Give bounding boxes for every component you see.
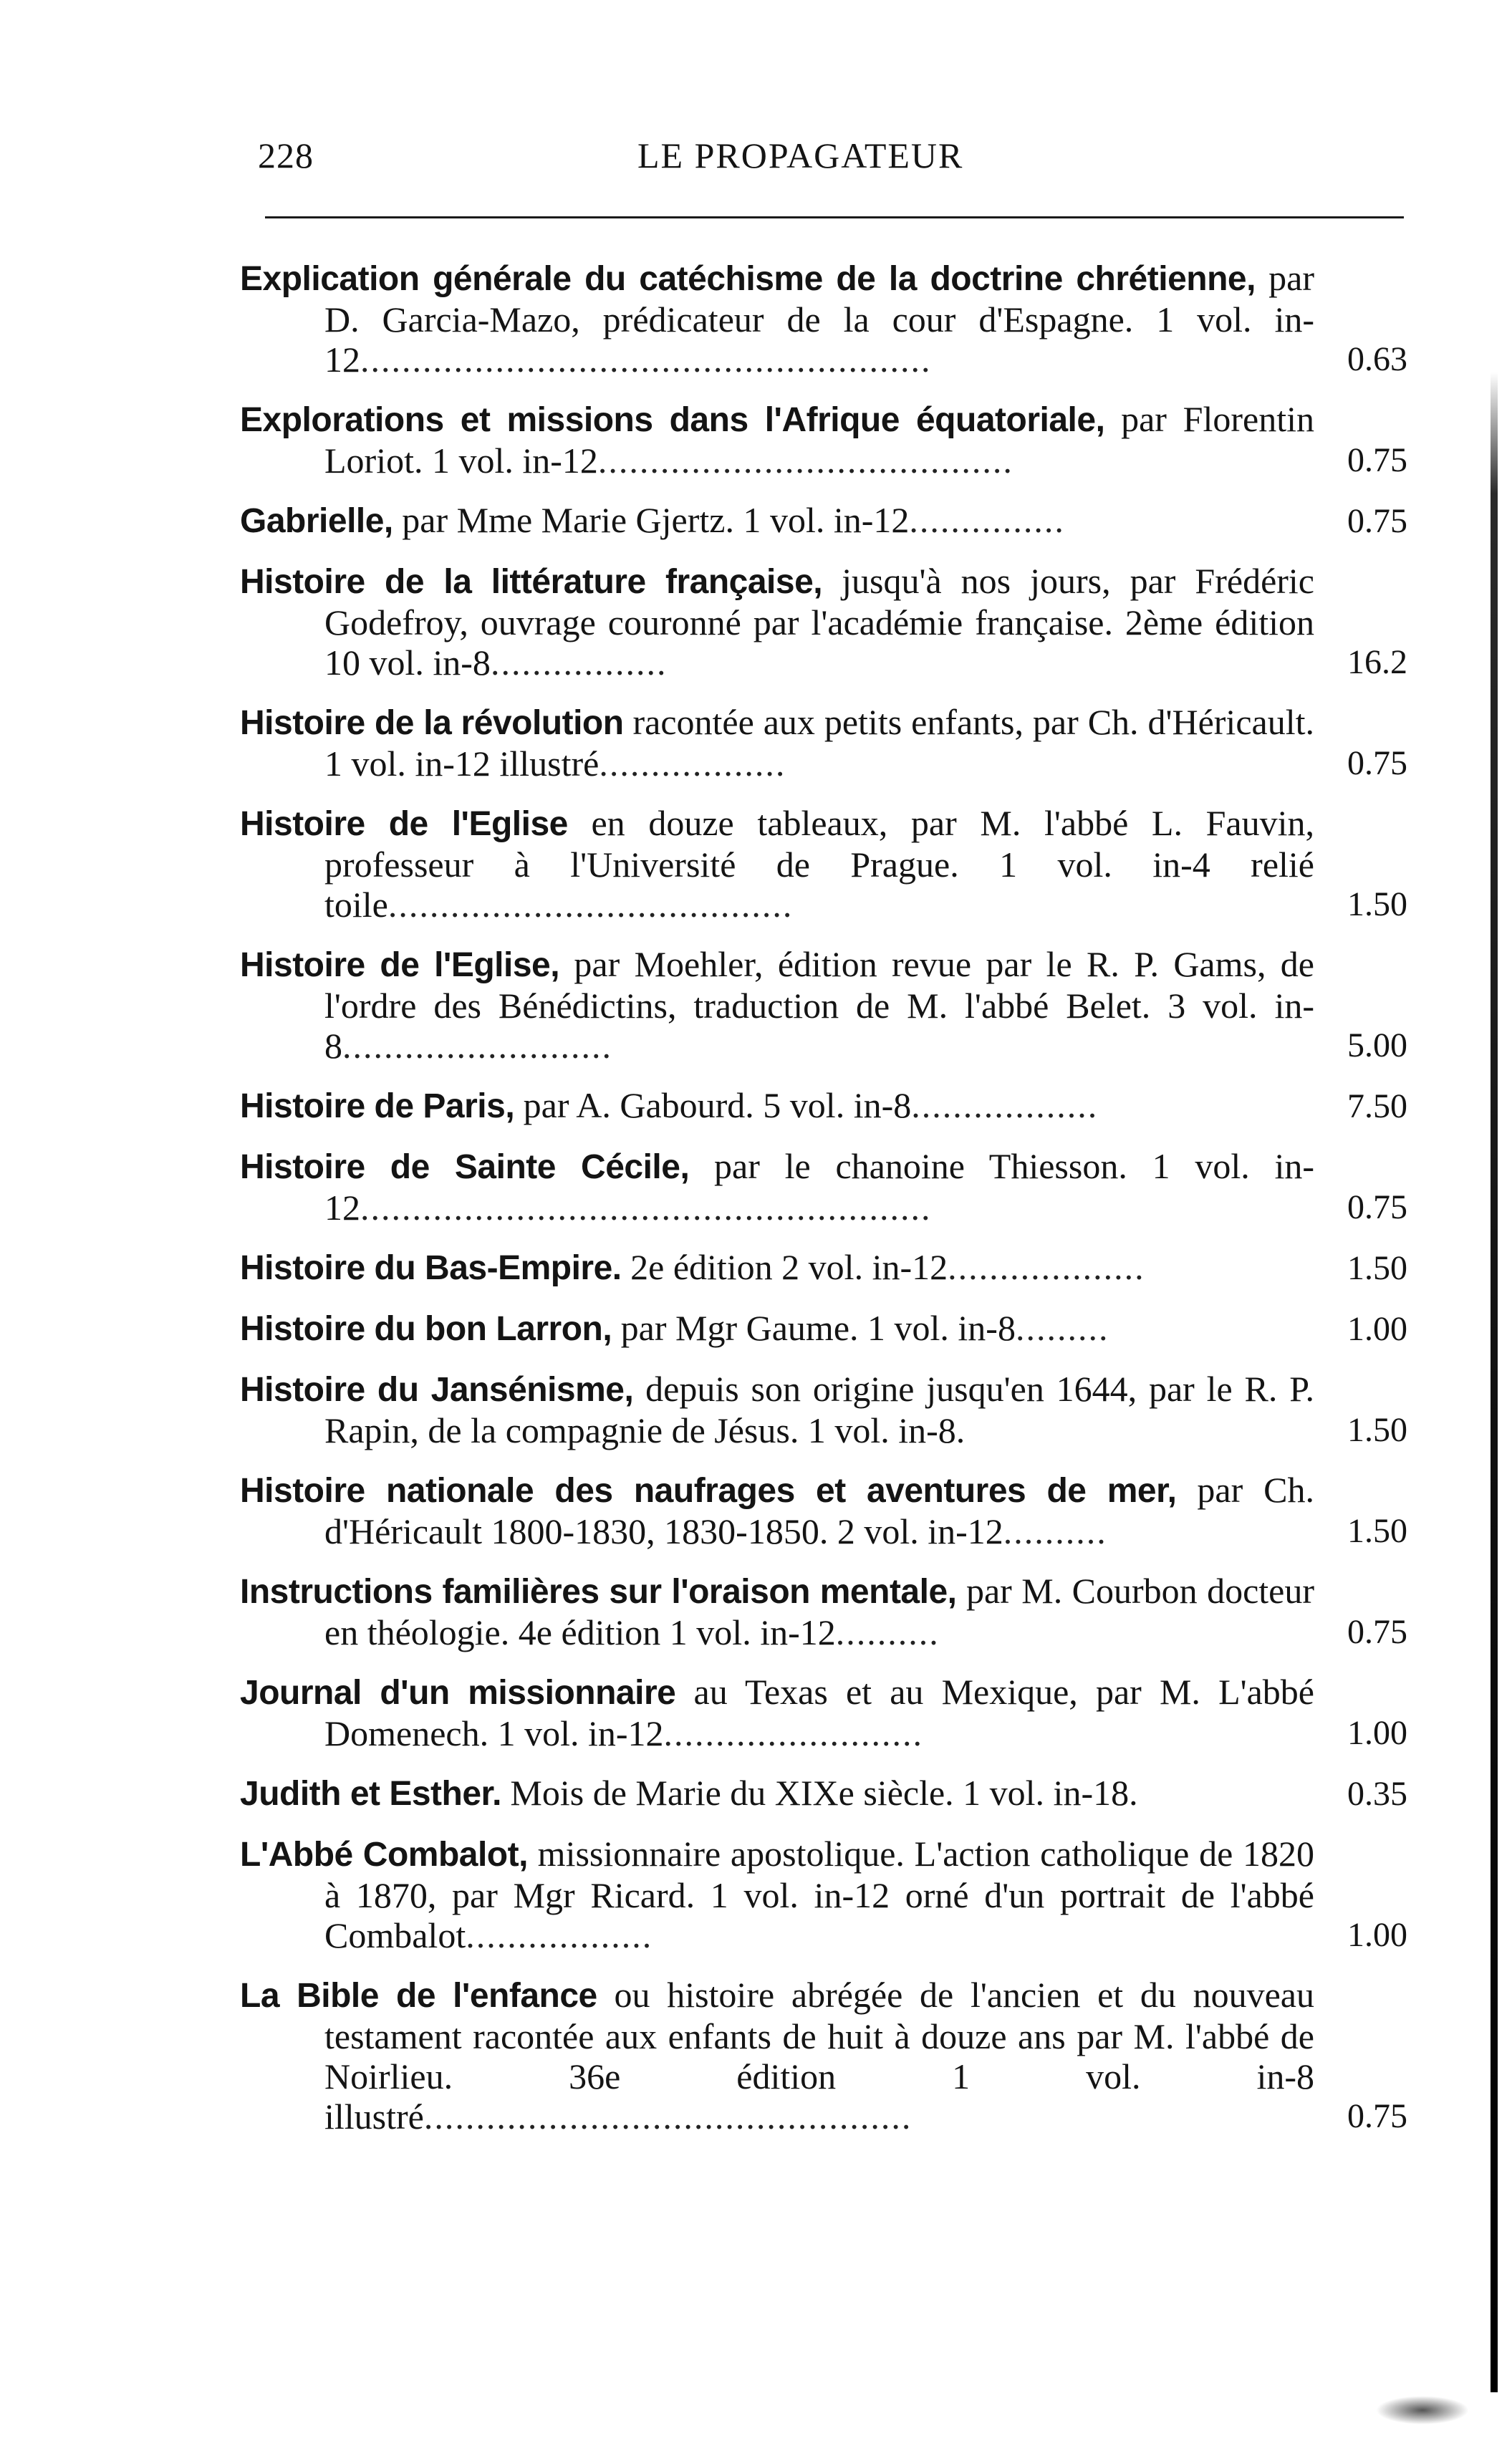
book-title: Histoire du Jansénisme, [240,1371,634,1409]
book-description: par D. Garcia-Mazo, prédicateur de la cour d'Espagne. 1 vol. in-12 [324,258,1315,380]
book-description: missionnaire apostolique. L'action catholique de 1820 à 1870, par Mgr Ricard. 1 vol. in-12 orné d'un portrait de l'abbé Combalot [324,1834,1314,1955]
book-title: Histoire de la littérature française, [240,563,823,601]
catalogue-entry [240,702,1407,784]
book-price: 0.75 [1347,2097,1407,2135]
dot-leader: .......................... [342,1026,612,1066]
book-title: Explorations et missions dans l'Afrique équatoriale, [240,401,1105,439]
dot-leader: ......... [1015,1308,1109,1348]
dot-leader: ............... [909,500,1065,540]
book-title: Histoire nationale des naufrages et aventures de mer, [240,1472,1177,1510]
catalogue-entry [240,561,1407,683]
entry-text [240,1975,1314,2137]
dot-leader: ....................................... [387,885,794,925]
book-price: 0.75 [1347,502,1407,540]
book-description: Mois de Marie du XIXe siècle. 1 vol. in-18. [501,1773,1138,1813]
catalogue-entry [240,1672,1407,1753]
dot-leader: ........................................ [597,440,1013,481]
page-number: 228 [258,135,314,175]
book-price: 1.50 [1347,1411,1407,1449]
catalogue-entry [240,1247,1407,1289]
dot-leader: ................... [948,1247,1145,1287]
page-edge-shadow [1491,372,1498,2392]
catalogue-entry [240,1369,1407,1450]
book-title: La Bible de l'enfance [240,1977,597,2015]
entry-text [240,1470,1314,1551]
book-price: 1.00 [1347,1916,1407,1954]
book-price: 7.50 [1347,1087,1407,1125]
book-title: Histoire du Bas-Empire. [240,1249,622,1287]
book-title: Instructions familières sur l'oraison mentale, [240,1573,957,1611]
entry-text [240,1571,1314,1652]
running-header [258,135,1397,185]
book-price: 0.63 [1347,340,1407,378]
catalogue-entry [240,1085,1407,1127]
catalogue-entry [240,258,1407,380]
entry-text [240,1834,1314,1955]
entry-text [240,944,1314,1066]
book-title: Judith et Esther. [240,1775,501,1813]
book-title: Explication générale du catéchisme de la doctrine chrétienne, [240,260,1256,298]
dot-leader: .................. [911,1085,1099,1125]
catalogue-entry [240,1975,1407,2137]
catalogue-entry [240,1470,1407,1551]
book-description: par Florentin Loriot. 1 vol. in-12 [324,399,1314,481]
entry-text [240,702,1314,784]
catalogue-entry [240,1146,1407,1228]
catalogue-entry [240,1571,1407,1652]
book-title: L'Abbé Combalot, [240,1836,528,1874]
entry-text [240,399,1314,481]
book-price: 16.2 [1347,643,1407,681]
book-price: 5.00 [1347,1026,1407,1064]
catalogue-entry [240,500,1407,541]
entry-text [240,1308,1314,1349]
entry-text [240,1146,1314,1228]
book-title: Histoire de Paris, [240,1087,515,1125]
entry-text [240,1672,1314,1753]
catalogue-entry [240,1834,1407,1955]
scan-smudge [1376,2396,1469,2425]
entry-text [240,1369,1314,1450]
book-description: par Mgr Gaume. 1 vol. in-8 [612,1308,1016,1348]
book-price: 1.00 [1347,1714,1407,1752]
book-price: 1.50 [1347,1249,1407,1287]
book-description: 2e édition 2 vol. in-12 [621,1247,948,1287]
book-description: en douze tableaux, par M. l'abbé L. Fauvin, professeur à l'Université de Prague. 1 vol. in-4 relié toile [324,803,1314,925]
entry-text [240,500,1314,541]
entry-text [240,1773,1314,1814]
dot-leader: ................. [490,642,668,683]
catalogue-entry [240,399,1407,481]
entry-text [240,1085,1314,1127]
book-price: 0.75 [1347,1613,1407,1651]
book-title: Gabrielle, [240,502,393,540]
book-description: depuis son origine jusqu'en 1644, par le R. P. Rapin, de la compagnie de Jésus. 1 vol. in-8. [324,1369,1315,1450]
dot-leader: .................. [599,743,786,784]
book-price: 0.35 [1347,1775,1407,1813]
book-title: Histoire du bon Larron, [240,1310,612,1348]
book-title: Histoire de la révolution [240,704,624,742]
book-description: par M. Courbon docteur en théologie. 4e édition 1 vol. in-12 [324,1571,1315,1652]
book-price: 0.75 [1347,744,1407,782]
catalogue-entry [240,803,1407,925]
catalogue-entry [240,1773,1407,1814]
dot-leader: ......................... [663,1713,924,1753]
entry-text [240,803,1314,925]
dot-leader: ............................................... [423,2096,913,2137]
entry-text [240,561,1314,683]
book-title: Histoire de l'Eglise, [240,946,560,984]
book-description: racontée aux petits enfants, par Ch. d'Héricault. 1 vol. in-12 illustré [324,702,1314,784]
book-description: par Mme Marie Gjertz. 1 vol. in-12 [393,500,910,540]
dot-leader: .................. [466,1915,653,1955]
book-price: 1.50 [1347,1512,1407,1550]
book-price: 1.50 [1347,885,1407,923]
header-rule [265,216,1404,218]
book-description: au Texas et au Mexique, par M. L'abbé Domenech. 1 vol. in-12 [324,1672,1314,1753]
book-price: 0.75 [1347,1188,1407,1226]
catalogue-entry [240,1308,1407,1349]
book-description: par A. Gabourd. 5 vol. in-8 [514,1085,912,1125]
book-price: 0.75 [1347,441,1407,479]
book-description: par Moehler, édition revue par le R. P. Gams, de l'ordre des Bénédictins, traduction de M. l'abbé Belet. 3 vol. in-8 [324,944,1315,1066]
book-title: Histoire de Sainte Cécile, [240,1148,690,1186]
book-description: jusqu'à nos jours, par Frédéric Godefroy, ouvrage couronné par l'académie française. 2ème édition 10 vol. in-8 [324,561,1315,683]
book-description: par Ch. d'Héricault 1800-1830, 1830-1850. 2 vol. in-12 [324,1470,1314,1551]
dot-leader: .......... [1003,1511,1107,1551]
dot-leader: ....................................................... [360,1188,932,1228]
book-title: Histoire de l'Eglise [240,805,568,843]
book-description: ou histoire abrégée de l'ancien et du nouveau testament racontée aux enfants de huit à douze ans par M. l'abbé de Noirlieu. 36e édition 1 vol. in-8 illustré [324,1975,1314,2137]
running-title: LE PROPAGATEUR [637,135,964,175]
book-catalogue-list [240,258,1407,2156]
book-description: par le chanoine Thiesson. 1 vol. in-12 [324,1146,1315,1228]
book-title: Journal d'un missionnaire [240,1674,676,1712]
dot-leader: ....................................................... [360,340,932,380]
book-price: 1.00 [1347,1310,1407,1348]
dot-leader: .......... [835,1612,940,1652]
entry-text [240,1247,1314,1289]
entry-text [240,258,1314,380]
catalogue-entry [240,944,1407,1066]
